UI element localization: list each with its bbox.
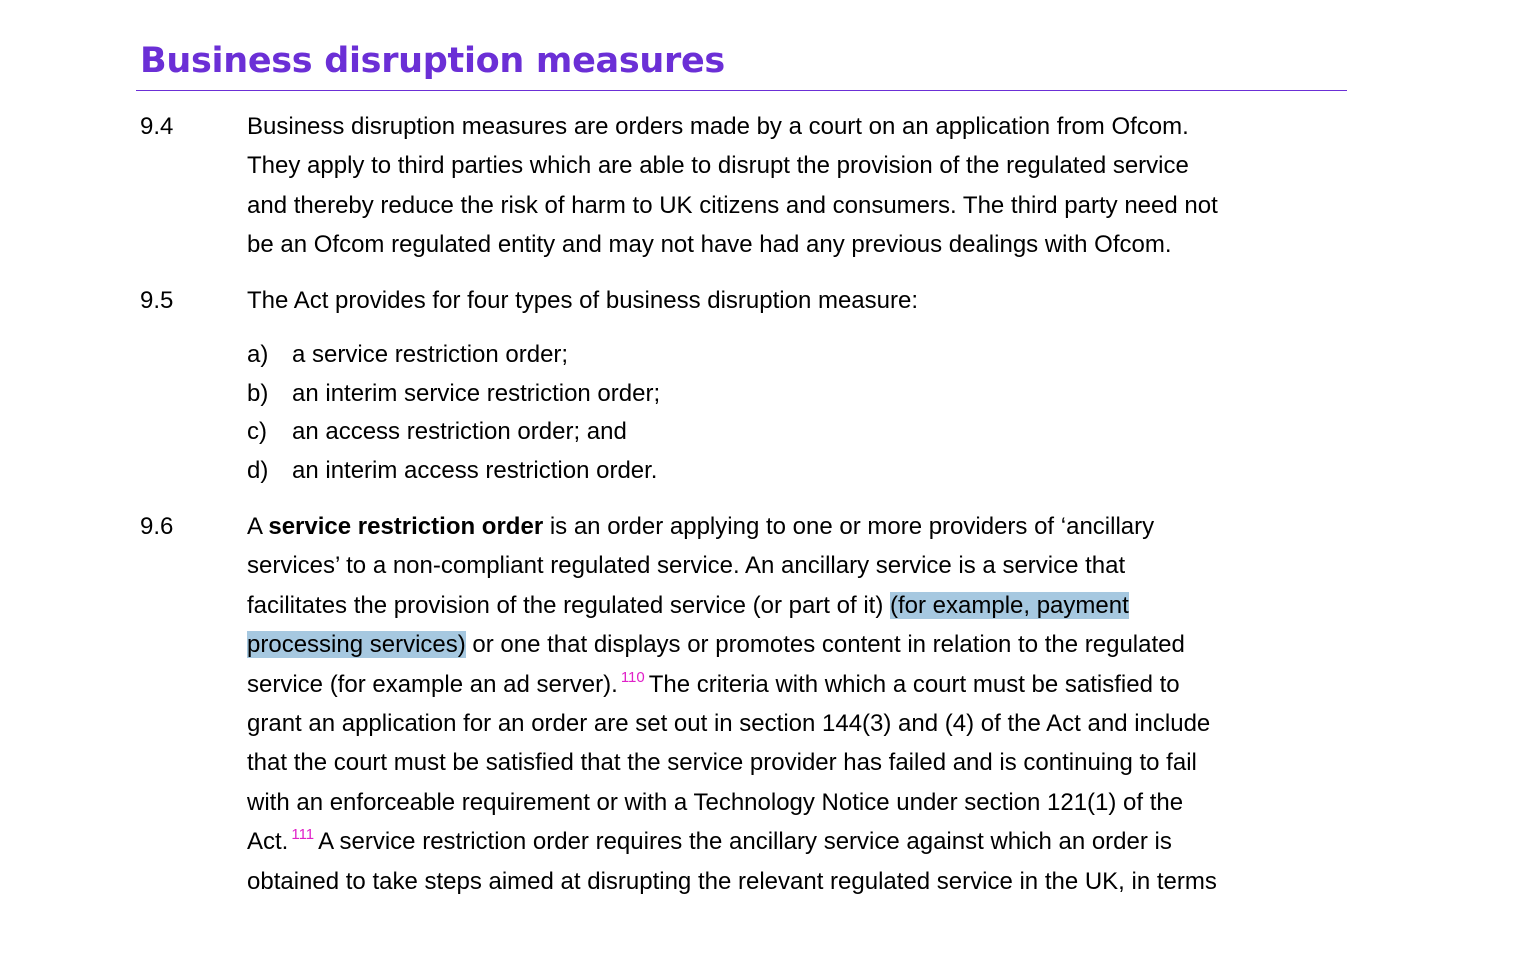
paragraph-line: be an Ofcom regulated entity and may not have had any previous dealings with Ofcom.	[247, 231, 1172, 259]
paragraph-line: grant an application for an order are set out in section 144(3) and (4) of the Act and include	[247, 709, 1211, 737]
list-item-text: a service restriction order;	[292, 341, 569, 368]
text-run: A service restriction order requires the ancillary service against which an order is	[318, 828, 1172, 856]
paragraph-line: with an enforceable requirement or with a Technology Notice under section 121(1) of the	[247, 788, 1184, 816]
paragraph-line	[247, 822, 1347, 861]
paragraph-line: They apply to third parties which are able to disrupt the provision of the regulated service	[247, 152, 1189, 180]
paragraph-number-9-4: 9.4	[140, 113, 174, 140]
list-marker: b)	[247, 379, 269, 407]
text-run: or one that displays or promotes content in relation to the regulated	[465, 631, 1185, 659]
paragraph-line: The Act provides for four types of business disruption measure:	[247, 287, 919, 314]
list-item	[247, 413, 660, 452]
list-item	[247, 452, 660, 491]
disruption-measure-list	[247, 336, 660, 490]
paragraph-line: obtained to take steps aimed at disrupting the relevant regulated service in the UK, in terms	[247, 867, 1217, 895]
paragraph-9-5	[247, 281, 1347, 320]
paragraph-line	[247, 665, 1347, 704]
paragraph-number-9-5: 9.5	[140, 287, 174, 314]
footnote-reference[interactable]: 111	[291, 826, 315, 844]
text-run: service (for example an ad server).	[247, 670, 618, 698]
heading-divider	[136, 90, 1347, 91]
list-item	[247, 336, 660, 375]
text-run: A	[247, 513, 269, 540]
text-run: facilitates the provision of the regulated service (or part of it)	[247, 591, 890, 619]
list-item-text: an interim access restriction order.	[292, 456, 658, 484]
footnote-reference[interactable]: 110	[620, 668, 645, 686]
paragraph-9-6	[247, 507, 1347, 901]
paragraph-line	[247, 586, 1347, 625]
paragraph-line	[247, 625, 1347, 664]
selected-text[interactable]: processing services)	[247, 631, 466, 659]
paragraph-number-9-6: 9.6	[140, 513, 174, 540]
paragraph-line: that the court must be satisfied that the service provider has failed and is continuing to fail	[247, 749, 1197, 777]
selected-text[interactable]: (for example, payment	[889, 591, 1129, 619]
list-item-text: an access restriction order; and	[292, 418, 627, 446]
list-marker: a)	[247, 341, 269, 368]
list-item-text: an interim service restriction order;	[292, 379, 661, 407]
list-marker: d)	[247, 456, 269, 484]
paragraph-line: Business disruption measures are orders made by a court on an application from Ofcom.	[247, 113, 1189, 140]
paragraph-line: and thereby reduce the risk of harm to UK citizens and consumers. The third party need not	[247, 191, 1218, 219]
text-run: The criteria with which a court must be satisfied to	[648, 670, 1180, 698]
text-run: Act.	[247, 828, 289, 856]
list-marker: c)	[247, 418, 267, 446]
defined-term: service restriction order	[268, 513, 544, 540]
section-heading: Business disruption measures	[140, 41, 725, 81]
paragraph-line: services’ to a non-compliant regulated service. An ancillary service is a service that	[247, 552, 1126, 580]
paragraph-9-4	[247, 107, 1347, 265]
paragraph-line	[247, 507, 1347, 546]
list-item	[247, 375, 660, 414]
text-run: is an order applying to one or more providers of ‘ancillary	[543, 513, 1155, 540]
